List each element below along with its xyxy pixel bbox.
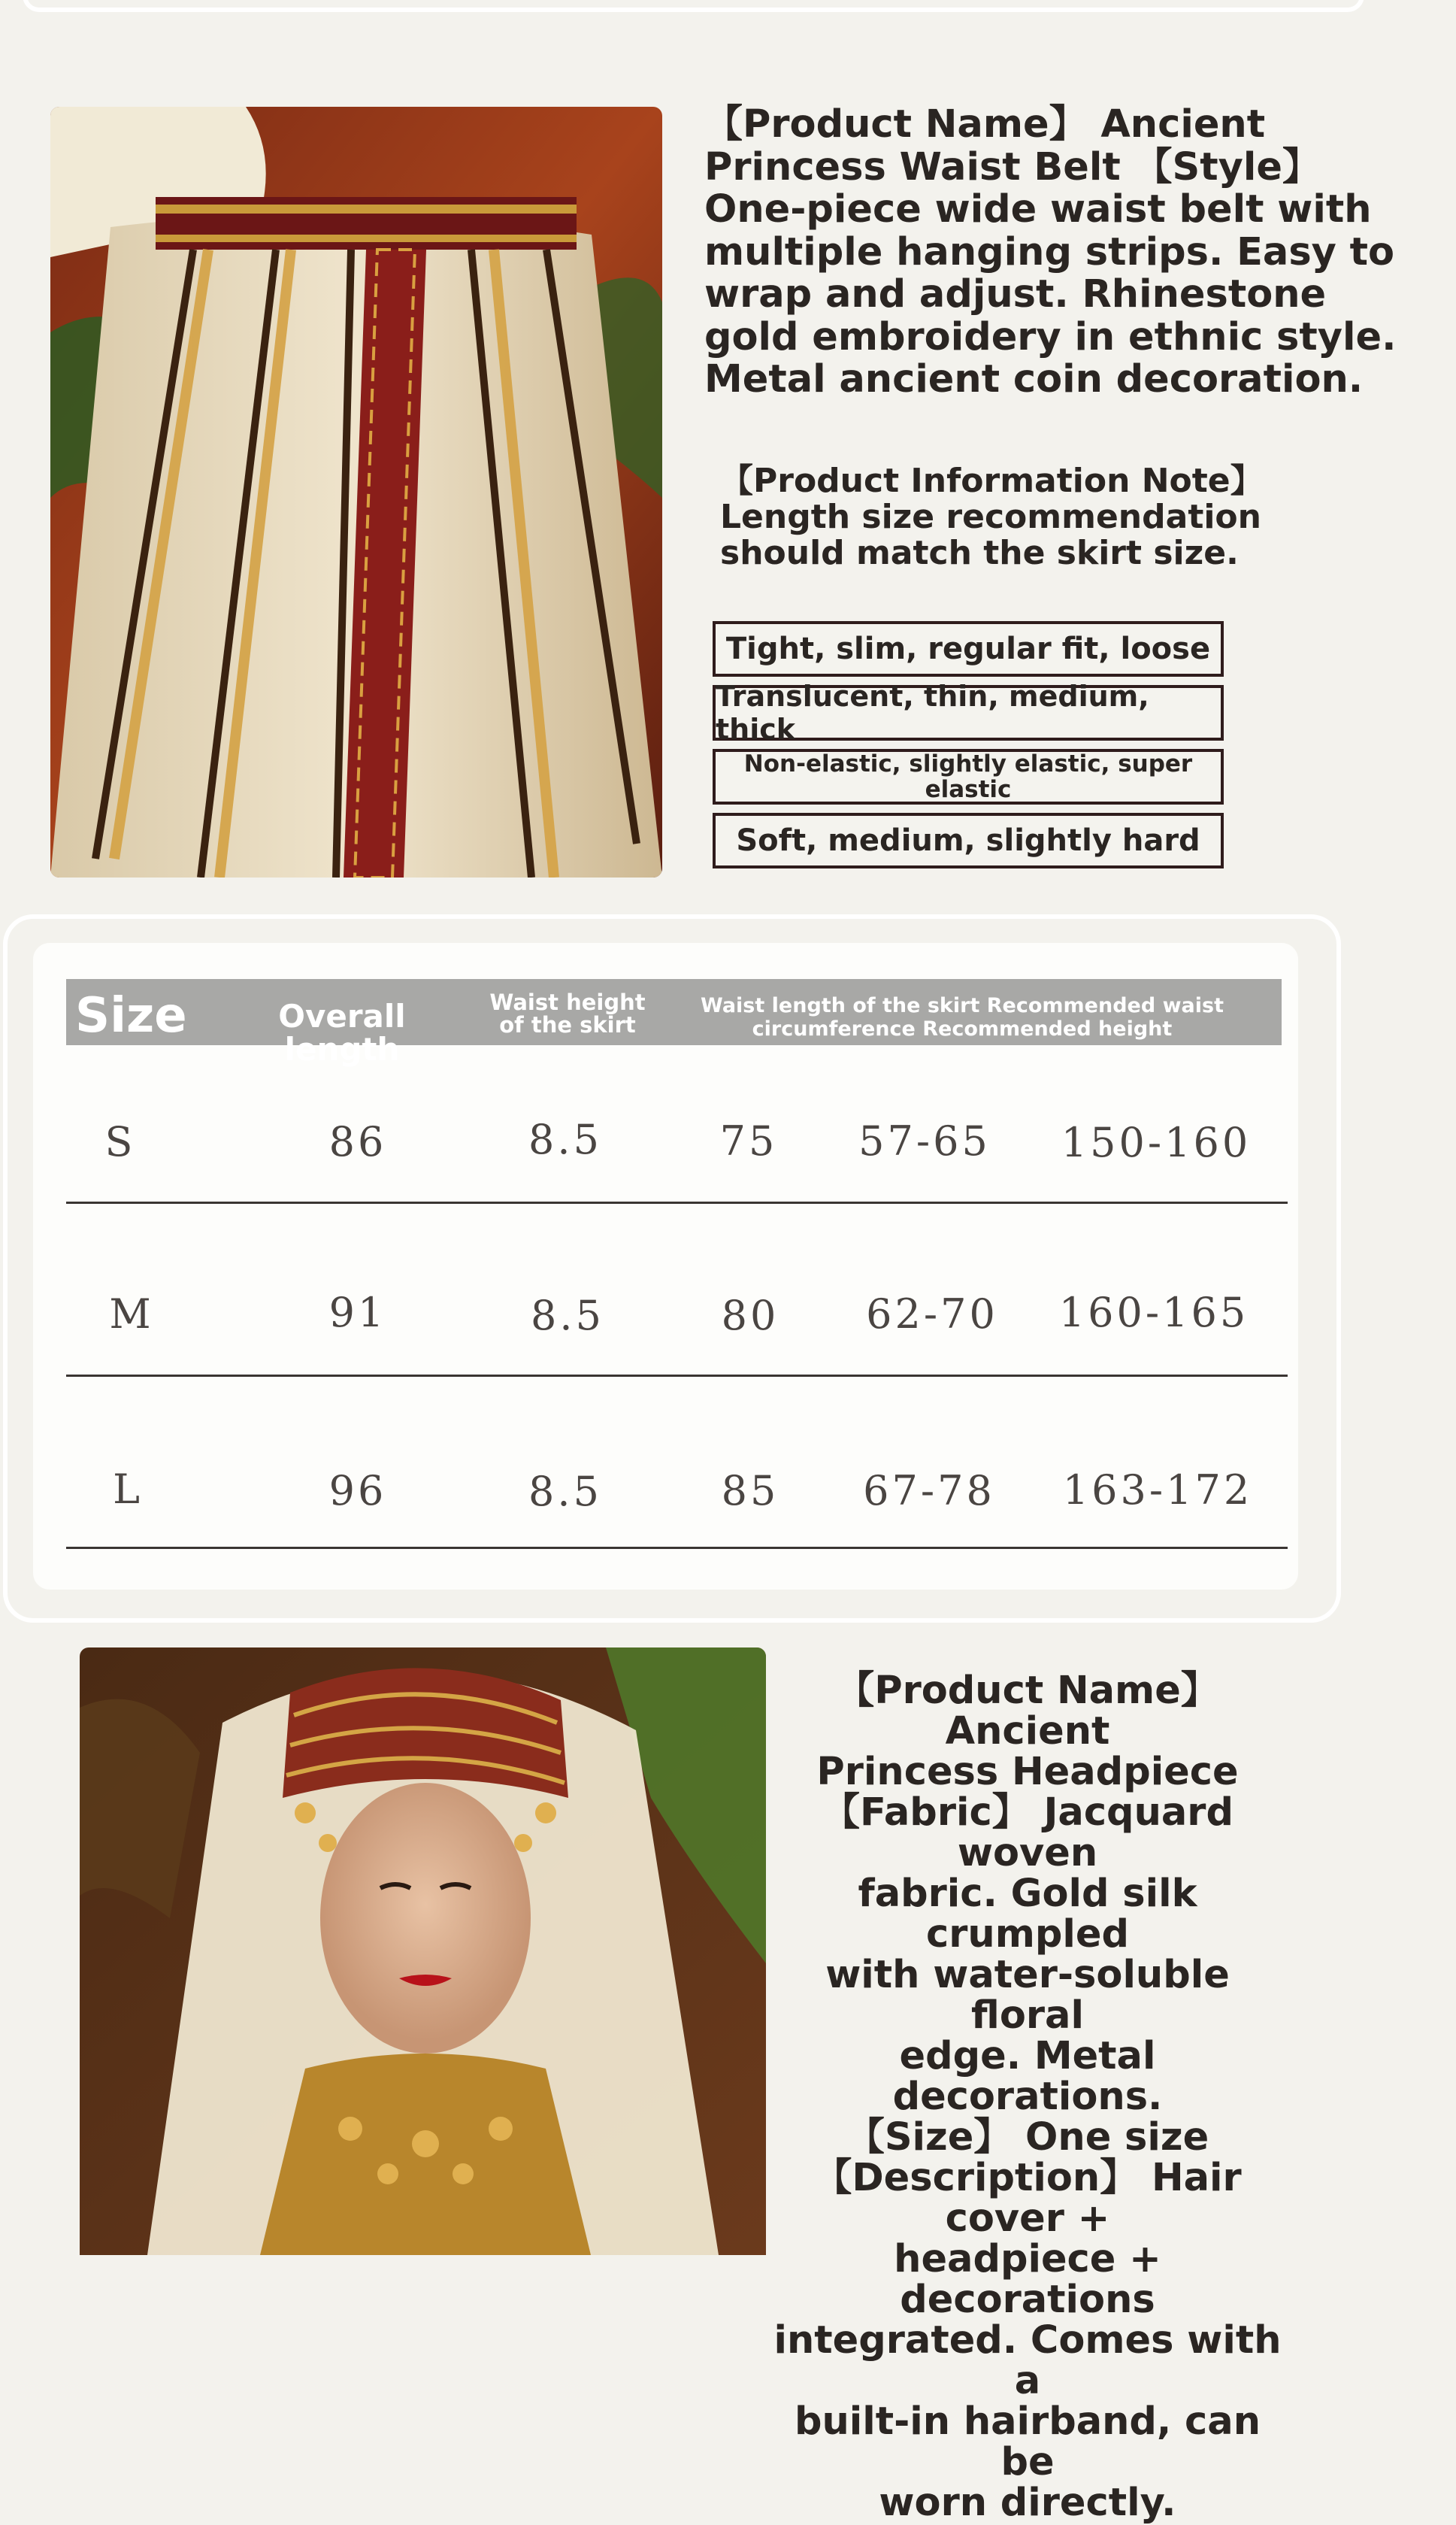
headpiece-description-line: built-in hairband, can be: [794, 2399, 1261, 2484]
header-rest-line: circumference Recommended height: [752, 1017, 1173, 1041]
headpiece-description-line: 【Size】 One size: [846, 2115, 1209, 2160]
size-cell: M: [109, 1290, 154, 1338]
row-divider: [66, 1375, 1288, 1377]
elasticity-spec-text: Non-elastic, slightly elastic, super: [743, 750, 1193, 778]
overall-length-cell: 91: [328, 1289, 387, 1336]
top-frame: [23, 0, 1364, 12]
elasticity-spec-box: [713, 749, 1224, 805]
fit-spec-text: Tight, slim, regular fit, loose: [725, 632, 1211, 666]
header-waist-height: [474, 991, 661, 1037]
size-cell: S: [104, 1118, 136, 1166]
size-cell: L: [113, 1466, 143, 1513]
headpiece-description-line: Princess Headpiece: [816, 1750, 1239, 1794]
height-cell: 150-160: [1061, 1119, 1252, 1166]
headpiece-description-line: worn directly.: [879, 2481, 1176, 2525]
waist-height-cell: 8.5: [531, 1292, 604, 1339]
waist-length-cell: 75: [719, 1117, 778, 1165]
note-line: 【Product Information Note】: [720, 462, 1264, 500]
headpiece-description-line: 【Fabric】 Jacquard woven: [822, 1790, 1234, 1875]
headpiece-description-line: with water-soluble floral: [825, 1953, 1230, 2038]
belt-description-line: gold embroidery in ethnic style.: [704, 314, 1397, 359]
belt-description-line: One-piece wide waist belt with: [704, 187, 1372, 232]
headpiece-description-line: edge. Metal decorations.: [892, 2034, 1163, 2119]
thickness-spec-text: Translucent, thin, medium, thick: [716, 680, 1149, 746]
height-cell: 160-165: [1058, 1289, 1249, 1336]
headpiece-description: [768, 1671, 1287, 2523]
row-divider: [66, 1547, 1288, 1549]
product-information-note: [720, 463, 1264, 571]
thickness-spec-box: [713, 680, 1224, 746]
note-line: Length size recommendation: [720, 498, 1261, 536]
headpiece-description-line: fabric. Gold silk crumpled: [858, 1872, 1197, 1957]
elasticity-spec-text: elastic: [925, 776, 1012, 803]
headpiece-product-photo: [80, 1647, 766, 2255]
waist-length-cell: 85: [721, 1467, 779, 1514]
belt-description-line: multiple hanging strips. Easy to: [704, 229, 1395, 274]
header-waist-length-circumference-height: [677, 994, 1248, 1041]
waist-circumference-cell: 57-65: [858, 1117, 991, 1165]
belt-description-line: Princess Waist Belt 【Style】: [704, 144, 1321, 189]
overall-length-cell: 86: [328, 1118, 387, 1166]
belt-product-photo: [50, 107, 662, 878]
overall-length-cell: 96: [328, 1467, 387, 1514]
headpiece-description-line: 【Description】 Hair cover +: [813, 2156, 1242, 2241]
headpiece-description-line: headpiece + decorations: [894, 2237, 1161, 2322]
belt-description-line: 【Product Name】 Ancient: [704, 102, 1266, 147]
header-waist-height-line: of the skirt: [499, 1012, 636, 1038]
belt-description: [704, 104, 1396, 402]
height-cell: 163-172: [1062, 1466, 1253, 1514]
header-size: Size: [75, 988, 187, 1044]
note-line: should match the skirt size.: [720, 534, 1239, 572]
header-waist-height-line: Waist height: [489, 990, 646, 1015]
waist-height-cell: 8.5: [528, 1116, 602, 1163]
headpiece-description-line: integrated. Comes with a: [773, 2318, 1282, 2403]
waist-height-cell: 8.5: [528, 1468, 602, 1515]
header-overall-length: Overall length: [278, 998, 406, 1069]
waist-length-cell: 80: [721, 1292, 779, 1339]
headpiece-description-line: 【Product Name】 Ancient: [836, 1669, 1219, 1754]
waist-circumference-cell: 62-70: [866, 1290, 998, 1338]
belt-description-line: Metal ancient coin decoration.: [704, 357, 1364, 402]
softness-spec-box: [713, 813, 1224, 868]
header-rest-line: Waist length of the skirt Recommended waist: [701, 994, 1224, 1017]
waist-circumference-cell: 67-78: [863, 1467, 995, 1514]
softness-spec-text: Soft, medium, slightly hard: [736, 823, 1200, 858]
fit-spec-box: [713, 621, 1224, 677]
belt-description-line: wrap and adjust. Rhinestone: [704, 272, 1327, 317]
row-divider: [66, 1202, 1288, 1204]
